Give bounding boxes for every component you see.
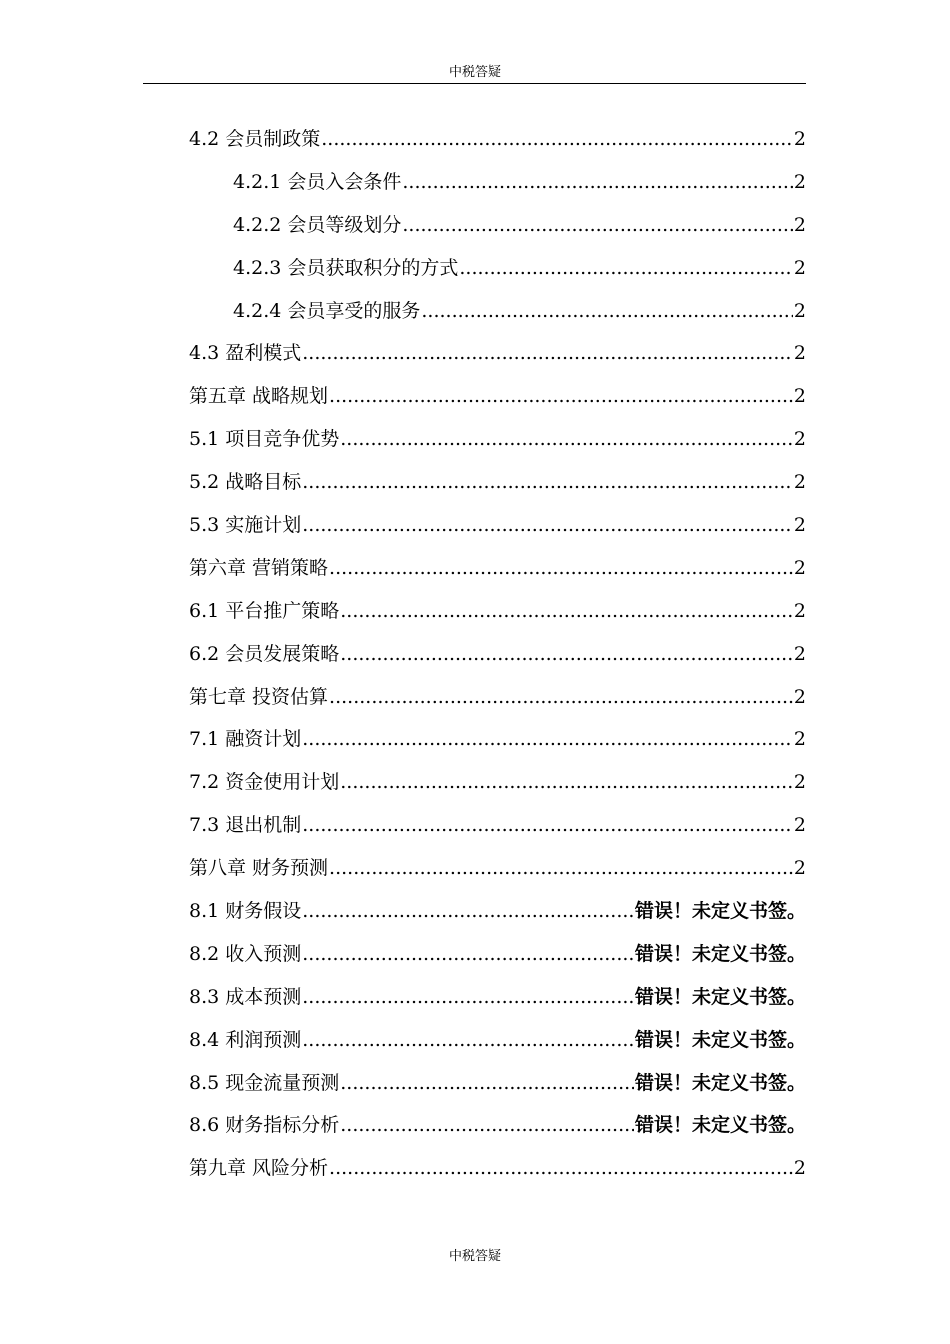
toc-entry-error: 错误！未定义书签。	[634, 900, 806, 923]
toc-entry-page-number: 2	[793, 857, 806, 880]
toc-entry-title: 第五章 战略规划	[189, 385, 329, 408]
toc-dot-leader	[340, 633, 793, 676]
toc-entry-title: 4.3 盈利模式	[189, 342, 302, 365]
toc-entry[interactable]	[189, 933, 806, 976]
toc-entry-title: 5.3 实施计划	[189, 514, 302, 537]
toc-entry[interactable]	[189, 804, 806, 847]
toc-entry-page-number: 2	[793, 728, 806, 751]
toc-entry[interactable]	[189, 247, 806, 290]
toc-entry-title: 4.2 会员制政策	[189, 128, 321, 150]
toc-entry[interactable]	[189, 547, 806, 590]
toc-entry-title: 4.2.3 会员获取积分的方式	[233, 256, 459, 279]
toc-entry[interactable]	[189, 461, 806, 504]
toc-dot-leader	[302, 804, 793, 847]
toc-entry-title: 第八章 财务预测	[189, 857, 329, 880]
toc-entry[interactable]	[189, 890, 806, 933]
table-of-contents	[189, 118, 806, 1190]
toc-dot-leader	[302, 718, 793, 761]
toc-entry[interactable]	[189, 118, 806, 161]
toc-entry-title: 8.5 现金流量预测	[189, 1071, 340, 1094]
toc-entry-error: 错误！未定义书签。	[634, 942, 806, 965]
toc-entry[interactable]	[189, 332, 806, 375]
toc-entry[interactable]	[189, 976, 806, 1019]
toc-entry-title: 5.1 项目竞争优势	[189, 428, 340, 451]
toc-dot-leader	[329, 847, 793, 890]
toc-entry-title: 4.2.2 会员等级划分	[233, 213, 402, 236]
toc-entry[interactable]	[189, 718, 806, 761]
toc-entry-error: 错误！未定义书签。	[634, 1114, 806, 1137]
toc-entry[interactable]	[189, 290, 806, 333]
toc-entry[interactable]	[189, 161, 806, 204]
toc-entry[interactable]	[189, 761, 806, 804]
toc-dot-leader	[302, 332, 793, 375]
toc-entry-error: 错误！未定义书签。	[634, 985, 806, 1008]
toc-entry-page-number: 2	[793, 342, 806, 365]
toc-entry[interactable]	[189, 418, 806, 461]
toc-dot-leader	[329, 1147, 793, 1190]
toc-entry-page-number: 2	[793, 771, 806, 794]
toc-entry-page-number: 2	[793, 128, 806, 150]
toc-entry-title: 8.6 财务指标分析	[189, 1114, 340, 1137]
toc-entry-page-number: 2	[793, 642, 806, 665]
toc-entry-page-number: 2	[793, 685, 806, 708]
toc-entry-title: 8.3 成本预测	[189, 985, 302, 1008]
toc-entry-title: 7.3 退出机制	[189, 814, 302, 837]
toc-dot-leader	[459, 247, 793, 290]
toc-entry-page-number: 2	[793, 556, 806, 579]
toc-dot-leader	[340, 418, 793, 461]
toc-entry-page-number: 2	[793, 599, 806, 622]
toc-entry-page-number: 2	[793, 471, 806, 494]
toc-entry-title: 8.1 财务假设	[189, 900, 302, 923]
toc-entry-title: 7.1 融资计划	[189, 728, 302, 751]
toc-entry-title: 第七章 投资估算	[189, 685, 329, 708]
toc-entry-page-number: 2	[793, 514, 806, 537]
toc-dot-leader	[302, 1019, 634, 1062]
toc-dot-leader	[302, 504, 793, 547]
header-rule	[143, 83, 806, 84]
toc-dot-leader	[302, 933, 634, 976]
toc-entry-title: 8.4 利润预测	[189, 1028, 302, 1051]
toc-entry-title: 6.1 平台推广策略	[189, 599, 340, 622]
toc-dot-leader	[302, 976, 634, 1019]
toc-dot-leader	[340, 761, 793, 804]
toc-entry[interactable]	[189, 1019, 806, 1062]
toc-entry-title: 4.2.1 会员入会条件	[233, 170, 402, 193]
page-footer: 中税答疑	[448, 1249, 501, 1264]
toc-entry-title: 第六章 营销策略	[189, 556, 329, 579]
toc-dot-leader	[329, 547, 793, 590]
toc-entry[interactable]	[189, 1147, 806, 1190]
toc-entry-page-number: 2	[793, 256, 806, 279]
toc-entry[interactable]	[189, 204, 806, 247]
toc-entry-title: 第九章 风险分析	[189, 1157, 329, 1180]
toc-dot-leader	[340, 1104, 634, 1147]
toc-entry[interactable]	[189, 1104, 806, 1147]
toc-entry-page-number: 2	[793, 428, 806, 451]
toc-entry-page-number: 2	[793, 213, 806, 236]
toc-entry-page-number: 2	[793, 170, 806, 193]
toc-dot-leader	[302, 890, 634, 933]
toc-dot-leader	[340, 1062, 634, 1105]
toc-dot-leader	[329, 375, 793, 418]
toc-entry-page-number: 2	[793, 299, 806, 322]
toc-dot-leader	[329, 676, 793, 719]
toc-entry[interactable]	[189, 676, 806, 719]
toc-entry-page-number: 2	[793, 814, 806, 837]
toc-dot-leader	[321, 118, 793, 161]
toc-dot-leader	[402, 204, 793, 247]
toc-entry[interactable]	[189, 847, 806, 890]
toc-dot-leader	[402, 161, 793, 204]
page-header: 中税答疑	[448, 65, 501, 80]
toc-entry-title: 8.2 收入预测	[189, 942, 302, 965]
toc-entry-error: 错误！未定义书签。	[634, 1071, 806, 1094]
toc-entry-title: 5.2 战略目标	[189, 471, 302, 494]
toc-entry-page-number: 2	[793, 1157, 806, 1180]
toc-entry[interactable]	[189, 375, 806, 418]
toc-dot-leader	[302, 461, 793, 504]
toc-entry-title: 7.2 资金使用计划	[189, 771, 340, 794]
toc-entry-title: 6.2 会员发展策略	[189, 642, 340, 665]
toc-entry-title: 4.2.4 会员享受的服务	[233, 299, 421, 322]
toc-entry[interactable]	[189, 1062, 806, 1105]
toc-entry-page-number: 2	[793, 385, 806, 408]
toc-dot-leader	[421, 290, 793, 333]
toc-dot-leader	[340, 590, 793, 633]
toc-entry[interactable]	[189, 590, 806, 633]
toc-entry[interactable]	[189, 504, 806, 547]
toc-entry[interactable]	[189, 633, 806, 676]
toc-entry-error: 错误！未定义书签。	[634, 1028, 806, 1051]
